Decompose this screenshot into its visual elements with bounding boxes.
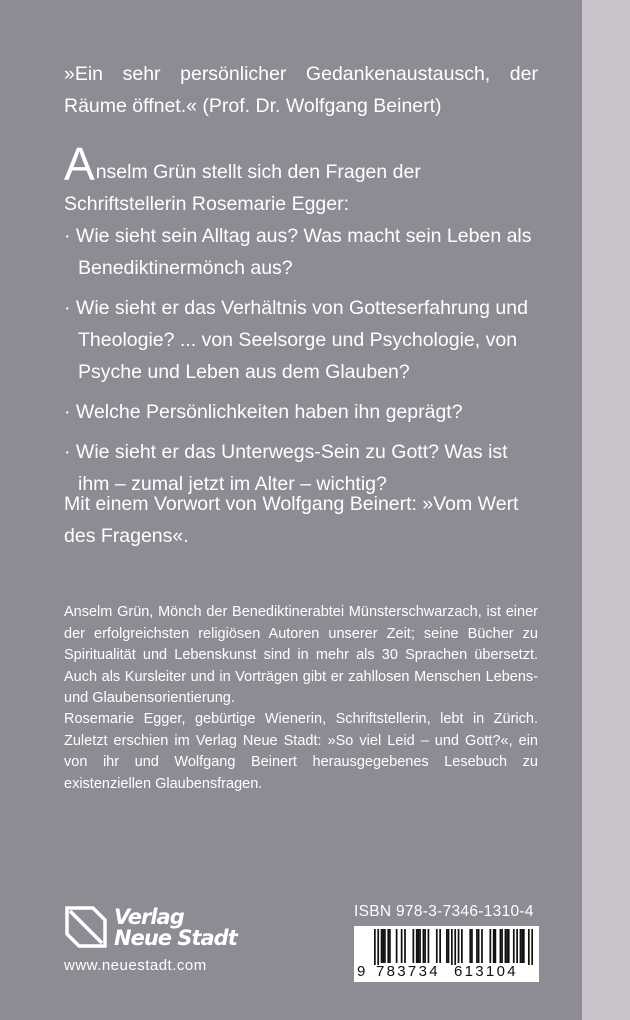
barcode-digits-left: 783734 [376,963,440,980]
barcode-bar [451,929,453,965]
barcode [354,926,539,982]
barcode-bar [454,929,456,965]
author-bio-gruen: Anselm Grün, Mönch der Benediktinerabtei Münsterschwarzach, ist einer der erfolgreichsten religiösen Autoren unserer Zeit; seine Bücher zu Spiritualität und Lebenskunst sind in mehr als 30 Sprachen übersetzt. Auch als Kursleiter und in Vorträgen gibt er zahllosen Menschen Lebens- und Glaubensorientierung. [64,604,538,706]
endorsement-quote: »Ein sehr persönlicher Gedankenaustausch, der Räume öffnet.« (Prof. Dr. Wolfgang Beinert) [64,63,538,117]
barcode-bar [531,929,533,965]
intro-text: nselm Grün stellt sich den Fragen der Schriftstellerin Rosemarie Egger: [64,161,421,215]
publisher-name [114,907,237,949]
author-bio-egger: Rosemarie Egger, gebürtige Wienerin, Schriftstellerin, lebt in Zürich. Zuletzt erschien im Verlag Neue Stadt: »So viel Leid – und Gott?«, ein von ihr und Wolfgang Beinert herausgegebenes Lesebuch zu existenziellen Glaubensfragen. [64,711,538,792]
barcode-bar [424,929,426,963]
question-list [64,220,538,500]
barcode-bar [513,929,515,963]
barcode-digits-right: 613104 [454,963,518,980]
publisher-name-line1: Verlag [114,905,184,929]
barcode-bar [396,929,398,963]
barcode-bar [381,929,383,963]
barcode-bar [476,929,478,963]
barcode-bar [387,929,389,963]
question-item: · Wie sieht er das Verhältnis von Gotteserfahrung und Theologie? ... von Seelsorge und Psychologie, von Psyche und Leben aus dem Glauben? [64,297,528,383]
barcode-bar [418,929,420,963]
question-item: · Wie sieht sein Alltag aus? Was macht sein Leben als Benediktinermönch aus? [64,225,532,279]
publisher-logo-icon [64,905,108,949]
barcode-bar [493,929,495,963]
barcode-bar [401,929,403,963]
barcode-bar [389,929,391,963]
barcode-bar [377,929,379,965]
barcode-bar [382,929,384,963]
barcode-bar [412,929,414,963]
barcode-bar [500,929,502,963]
publisher-logo [64,905,264,953]
barcode-bar [469,929,471,963]
barcode-bar [495,929,497,963]
barcode-bar [404,929,406,963]
barcode-bar [428,929,430,963]
barcode-bar [521,929,523,963]
barcode-bar [419,929,421,963]
publisher-website[interactable]: www.neuestadt.com [64,957,207,974]
barcode-bar [478,929,480,963]
intro-paragraph [64,138,538,220]
spine-strip [582,0,630,1020]
question-item: · Welche Persönlichkeiten haben ihn geprägt? [64,401,463,423]
barcode-bar [508,929,510,963]
question-item: · Wie sieht er das Unterwegs-Sein zu Gott? Was ist ihm – zumal jetzt im Alter – wichtig? [64,441,508,495]
barcode-bar [501,929,503,963]
barcode-bar [448,929,450,963]
barcode-bar [523,929,525,963]
publisher-name-line2: Neue Stadt [114,926,237,950]
barcode-bar [458,929,460,963]
barcode-bar [481,929,483,963]
barcode-bar [516,929,518,963]
barcode-bar [384,929,386,963]
barcode-bar [436,929,438,963]
barcode-bar [489,929,491,963]
barcode-bar [506,929,508,963]
intro-section [64,138,538,508]
barcode-bars [360,929,533,965]
barcode-digit-first: 9 [357,963,368,980]
barcode-bar [528,929,530,965]
barcode-bar [471,929,473,963]
barcode-bar [374,929,376,965]
barcode-bar [461,929,463,963]
barcode-bar [439,929,441,963]
drop-cap: A [64,138,95,190]
isbn-label: ISBN 978-3-7346-1310-4 [354,903,534,920]
barcode-bar [416,929,418,963]
barcode-bar [446,929,448,963]
barcode-bar [520,929,522,963]
barcode-bar [423,929,425,963]
foreword-note: Mit einem Vorwort von Wolfgang Beinert: »Vom Wert des Fragens«. [64,493,519,547]
barcode-bar [505,929,507,963]
